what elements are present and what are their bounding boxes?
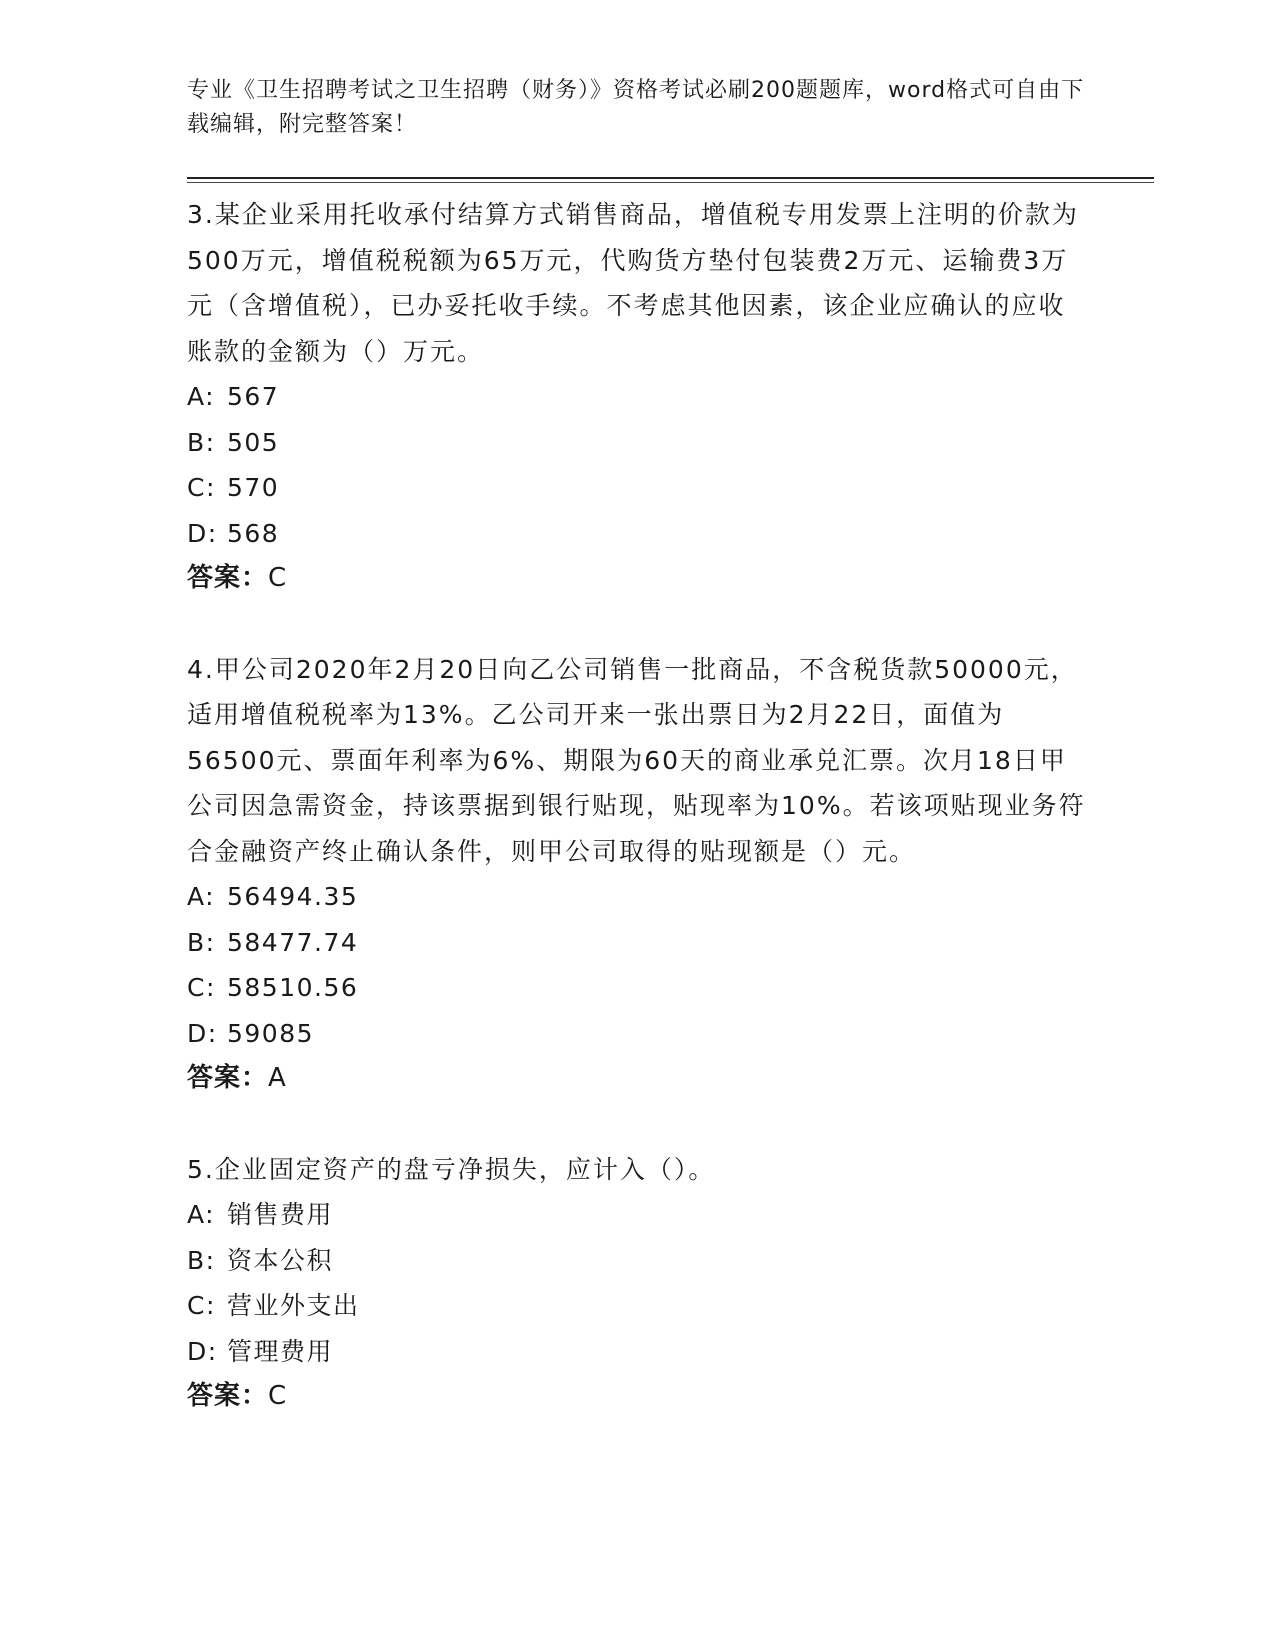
option-text: 销售费用: [227, 1200, 334, 1229]
answer-value: C: [268, 563, 288, 593]
answer-label: 答案：: [187, 563, 269, 593]
answer-label: 答案：: [187, 1381, 269, 1411]
question-stem: 5.企业固定资产的盘亏净损失，应计入（）。: [187, 1154, 716, 1184]
option-b: [187, 420, 1087, 466]
question-stem: 4.甲公司2020年2月20日向乙公司销售一批商品，不含税货款50000元，适用增值税税率为13%。乙公司开来一张出票日为2月22日，面值为56500元、票面年利率为6%、期限为60天的商业承兑汇票。次月18日甲公司因急需资金，持该票据到银行贴现，贴现率为10%。若该项贴现业务符合金融资产终止确认条件，则甲公司取得的贴现额是（）元。: [187, 654, 1086, 866]
question-4: [187, 647, 1087, 1102]
option-c: [187, 965, 1087, 1011]
option-letter: C:: [187, 973, 216, 1002]
option-text: 58510.56: [227, 973, 359, 1002]
option-d: [187, 511, 1087, 557]
option-c: [187, 465, 1087, 511]
option-letter: D:: [187, 1336, 218, 1366]
option-d: [187, 1011, 1087, 1057]
option-text: 570: [227, 473, 280, 502]
answer-value: C: [268, 1381, 288, 1411]
question-5: [187, 1147, 1087, 1420]
option-d: [187, 1329, 1087, 1375]
option-text: 58477.74: [227, 927, 359, 957]
option-letter: A:: [187, 382, 216, 411]
option-c: [187, 1283, 1087, 1329]
option-text: 505: [227, 427, 280, 457]
option-a: [187, 374, 1087, 420]
option-text: 56494.35: [227, 882, 359, 911]
option-letter: B:: [187, 927, 216, 957]
question-list: [187, 192, 1087, 1420]
option-text: 568: [227, 518, 280, 548]
spacer: [187, 1102, 1087, 1147]
option-text: 59085: [227, 1018, 315, 1048]
answer-line: [187, 1056, 1087, 1102]
answer-line: [187, 556, 1087, 602]
document-header: 专业《卫生招聘考试之卫生招聘（财务）》资格考试必刷200题题库，word格式可自由下载编辑，附完整答案！: [187, 78, 1085, 137]
option-letter: B:: [187, 1245, 216, 1275]
option-a: [187, 874, 1087, 920]
option-text: 567: [227, 382, 280, 411]
option-letter: D:: [187, 1018, 218, 1048]
option-letter: C:: [187, 1291, 216, 1320]
header-divider-thick: [187, 177, 1154, 179]
option-b: [187, 920, 1087, 966]
option-letter: A:: [187, 882, 216, 911]
header-divider-thin: [187, 182, 1154, 183]
question-stem: 3.某企业采用托收承付结算方式销售商品，增值税专用发票上注明的价款为500万元，增值税税额为65万元，代购货方垫付包装费2万元、运输费3万元（含增值税），已办妥托收手续。不考虑其他因素，该企业应确认的应收账款的金额为（）万元。: [187, 200, 1079, 366]
answer-label: 答案：: [187, 1063, 269, 1093]
option-letter: D:: [187, 518, 218, 548]
option-b: [187, 1238, 1087, 1284]
question-3: [187, 192, 1087, 602]
option-text: 资本公积: [227, 1245, 334, 1275]
spacer: [187, 602, 1087, 647]
option-text: 营业外支出: [227, 1291, 360, 1320]
answer-value: A: [268, 1063, 287, 1093]
option-a: [187, 1192, 1087, 1238]
option-text: 管理费用: [227, 1336, 334, 1366]
answer-line: [187, 1374, 1087, 1420]
option-letter: A:: [187, 1200, 216, 1229]
option-letter: C:: [187, 473, 216, 502]
option-letter: B:: [187, 427, 216, 457]
